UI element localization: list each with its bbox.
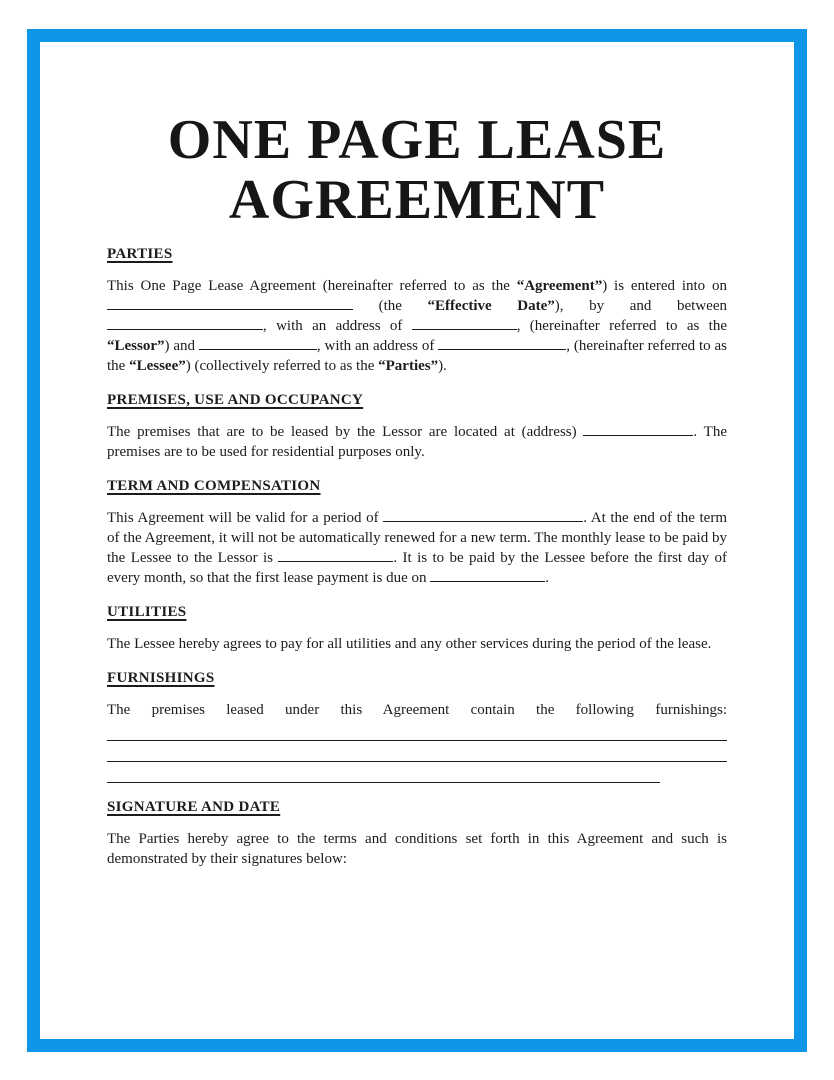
paragraph: The premises that are to be leased by the Lessor are located at (address) . The premises are to be used for residential purposes only. [107, 424, 727, 460]
document-title [107, 110, 727, 230]
fill-in-blank [107, 297, 353, 310]
document-body [107, 245, 727, 869]
document-title-line-1: ONE PAGE LEASE [167, 109, 667, 171]
fill-in-blank [430, 569, 545, 582]
section-term-and-compensation [107, 477, 727, 588]
paragraph: This Agreement will be valid for a period of . At the end of the term of the Agreement, it will not be automatically renewed for a new term. The monthly lease to be paid by the Lessee to the Lessor is . It is to be paid by the Lessee before the first day of every month, so that the first lease payment is due on . [107, 510, 727, 586]
defined-term: “Lessor” [107, 338, 165, 354]
defined-term: “Parties” [378, 358, 439, 374]
fill-in-line [107, 720, 727, 741]
section-heading-term-and-compensation: TERM AND COMPENSATION [107, 478, 321, 494]
section-heading-furnishings: FURNISHINGS [107, 670, 215, 686]
paragraph: The Lessee hereby agrees to pay for all utilities and any other services during the period of the lease. [107, 636, 712, 652]
paragraph: The premises leased under this Agreement contain the following furnishings: [107, 702, 727, 718]
fill-in-blank [107, 317, 263, 330]
defined-term: “Lessee” [129, 358, 186, 374]
section-signature-and-date [107, 798, 727, 869]
fill-in-blank [383, 509, 583, 522]
section-heading-signature-and-date: SIGNATURE AND DATE [107, 799, 281, 815]
section-premises-use-and-occupancy [107, 391, 727, 462]
section-parties [107, 245, 727, 376]
defined-term: “Agreement” [516, 278, 603, 294]
document-title-line-2: AGREEMENT [228, 169, 606, 231]
section-heading-parties: PARTIES [107, 246, 173, 262]
fill-in-blank [199, 337, 317, 350]
lease-document-page [40, 42, 794, 1039]
fill-in-blank [412, 317, 517, 330]
fill-in-blank [278, 549, 393, 562]
section-heading-premises-use-and-occupancy: PREMISES, USE AND OCCUPANCY [107, 392, 364, 408]
section-heading-utilities: UTILITIES [107, 604, 187, 620]
page-border [27, 29, 807, 1052]
fill-in-blank [583, 423, 693, 436]
fill-in-blank [438, 337, 566, 350]
fill-in-line [107, 741, 727, 762]
defined-term: “Effective Date” [427, 298, 555, 314]
paragraph: This One Page Lease Agreement (hereinafter referred to as the “Agreement”) is entered into on (the “Effective Date”), by and between , with an address of , (hereinafter referred to as the “Lessor”) and , with an address of , (hereinafter referred to as the “Lessee”) (collectively referred to as the “Parties”). [107, 278, 728, 374]
section-furnishings [107, 669, 727, 783]
section-utilities [107, 603, 727, 654]
paragraph: The Parties hereby agree to the terms and conditions set forth in this Agreement and such is demonstrated by their signatures below: [107, 831, 727, 867]
fill-in-line [107, 762, 660, 783]
